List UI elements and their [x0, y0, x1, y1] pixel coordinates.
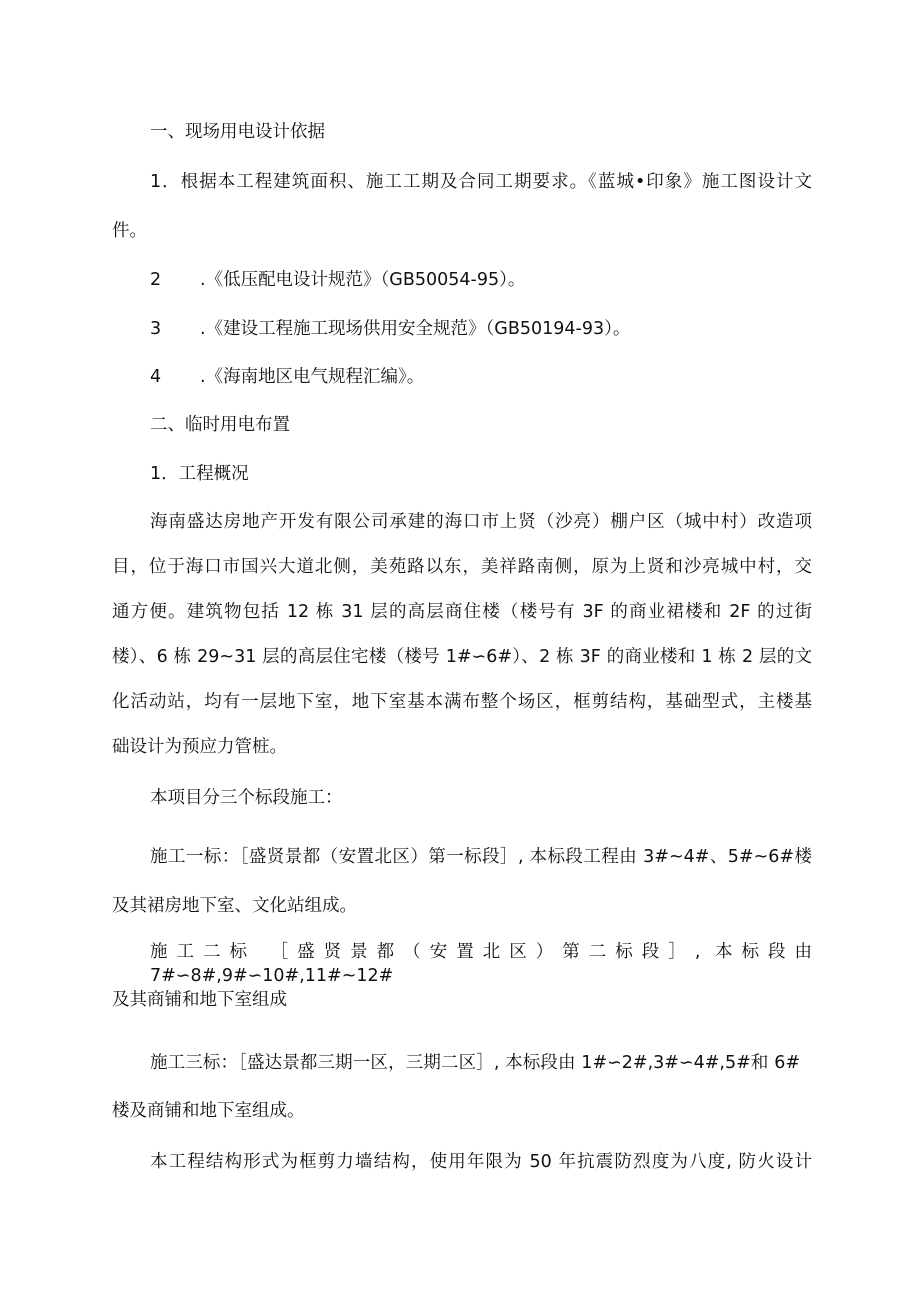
paragraph-1-line-5: 化活动站，均有一层地下室，地下室基本满布整个场区，框剪结构，基础型式，主楼基	[112, 692, 812, 712]
paragraph-3-line-2: 及其裙房地下室、文化站组成。	[112, 896, 357, 916]
paragraph-5-line-2: 楼及商铺和地下室组成。	[112, 1101, 305, 1121]
paragraph-4-line-1: 施工二标 ［盛贤景都（安置北区）第二标段］, 本标段由 7#∽8#,9#∽10#,11#~12#	[150, 942, 812, 986]
item-2-text: .《低压配电设计规范》（GB50054-95）。	[200, 270, 526, 290]
paragraph-2: 本项目分三个标段施工：	[150, 788, 343, 808]
item-3-text: .《建设工程施工现场供用安全规范》（GB50194-93）。	[200, 319, 631, 339]
heading-2: 二、临时用电布置	[150, 415, 290, 435]
item-4-text: .《海南地区电气规程汇编》。	[200, 367, 425, 387]
subheading-1: 1．工程概况	[150, 464, 249, 484]
paragraph-5-line-1: 施工三标：［盛达景都三期一区，三期二区］, 本标段由 1#∽2#,3#∽4#,5#和 6#	[150, 1053, 800, 1073]
paragraph-4-line-2: 及其商铺和地下室组成	[112, 990, 287, 1010]
paragraph-1-line-2: 目，位于海口市国兴大道北侧，美苑路以东，美祥路南侧，原为上贤和沙亮城中村，交	[112, 557, 812, 577]
paragraph-6-line-1: 本工程结构形式为框剪力墙结构，使用年限为 50 年抗震防烈度为八度, 防火设计	[150, 1152, 812, 1172]
item-1-line-1: 1．根据本工程建筑面积、施工工期及合同工期要求。《蓝城•印象》施工图设计文	[150, 172, 812, 192]
item-2-number: 2	[150, 270, 162, 290]
paragraph-3-line-1: 施工一标：［盛贤景都（安置北区）第一标段］, 本标段工程由 3#~4#、5#~6#楼	[150, 847, 812, 867]
item-1-line-2: 件。	[112, 221, 147, 241]
paragraph-1-line-4: 楼）、6 栋 29~31 层的高层住宅楼（楼号 1#∽6#）、2 栋 3F 的商业楼和 1 栋 2 层的文	[112, 647, 812, 667]
paragraph-1-line-3: 通方便。建筑物包括 12 栋 31 层的高层商住楼（楼号有 3F 的商业裙楼和 2F 的过街	[112, 602, 812, 622]
item-3-number: 3	[150, 319, 162, 339]
item-4-number: 4	[150, 367, 162, 387]
heading-1: 一、现场用电设计依据	[150, 122, 325, 142]
paragraph-1-line-1: 海南盛达房地产开发有限公司承建的海口市上贤（沙亮）棚户区（城中村）改造项	[150, 512, 812, 532]
paragraph-1-line-6: 础设计为预应力管桩。	[112, 737, 287, 757]
